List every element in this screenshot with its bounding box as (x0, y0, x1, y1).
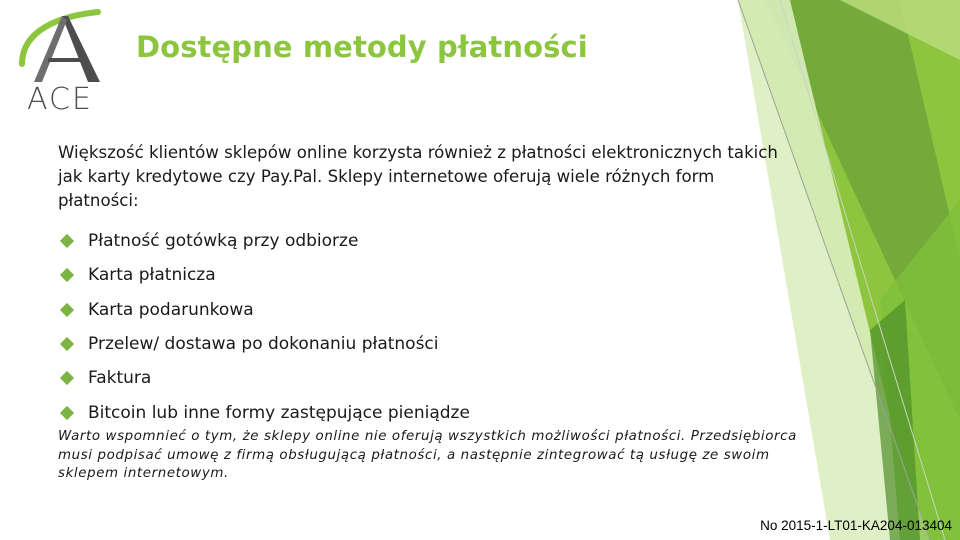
list-item-label: Karta podarunkowa (88, 299, 254, 320)
project-number: No 2015-1-LT01-KA204-013404 (760, 518, 952, 533)
intro-paragraph: Większość klientów sklepów online korzysta również z płatności elektronicznych takich jak karty kredytowe czy Pay.Pal. Sklepy internetowe oferują wiele różnych form płatności: (58, 143, 778, 210)
list-item (60, 327, 470, 361)
note-paragraph: Warto wspomnieć o tym, że sklepy online nie oferują wszystkich możliwości płatności. Przedsiębiorca musi podpisać umowę z firmą obsługującą płatności, a następnie zintegrować tą usługę ze swoim sklepem internetowym. (58, 429, 797, 481)
diamond-bullet-icon (60, 406, 74, 420)
diamond-bullet-icon (60, 371, 74, 385)
payment-methods-list (60, 224, 470, 430)
slide-title: Dostępne metody płatności (136, 30, 588, 64)
diamond-bullet-icon (60, 337, 74, 351)
diamond-bullet-icon (60, 303, 74, 317)
list-item (60, 224, 470, 258)
list-item-label: Bitcoin lub inne formy zastępujące pieniądze (88, 402, 470, 423)
list-item (60, 361, 470, 395)
logo-text: ACE (27, 82, 93, 117)
list-item (60, 293, 470, 327)
list-item-label: Przelew/ dostawa po dokonaniu płatności (88, 334, 439, 355)
diamond-bullet-icon (60, 234, 74, 248)
diamond-bullet-icon (60, 268, 74, 282)
list-item (60, 258, 470, 292)
list-item-label: Faktura (88, 368, 152, 389)
list-item-label: Karta płatnicza (88, 265, 216, 286)
list-item-label: Płatność gotówką przy odbiorze (88, 231, 359, 252)
list-item (60, 395, 470, 429)
